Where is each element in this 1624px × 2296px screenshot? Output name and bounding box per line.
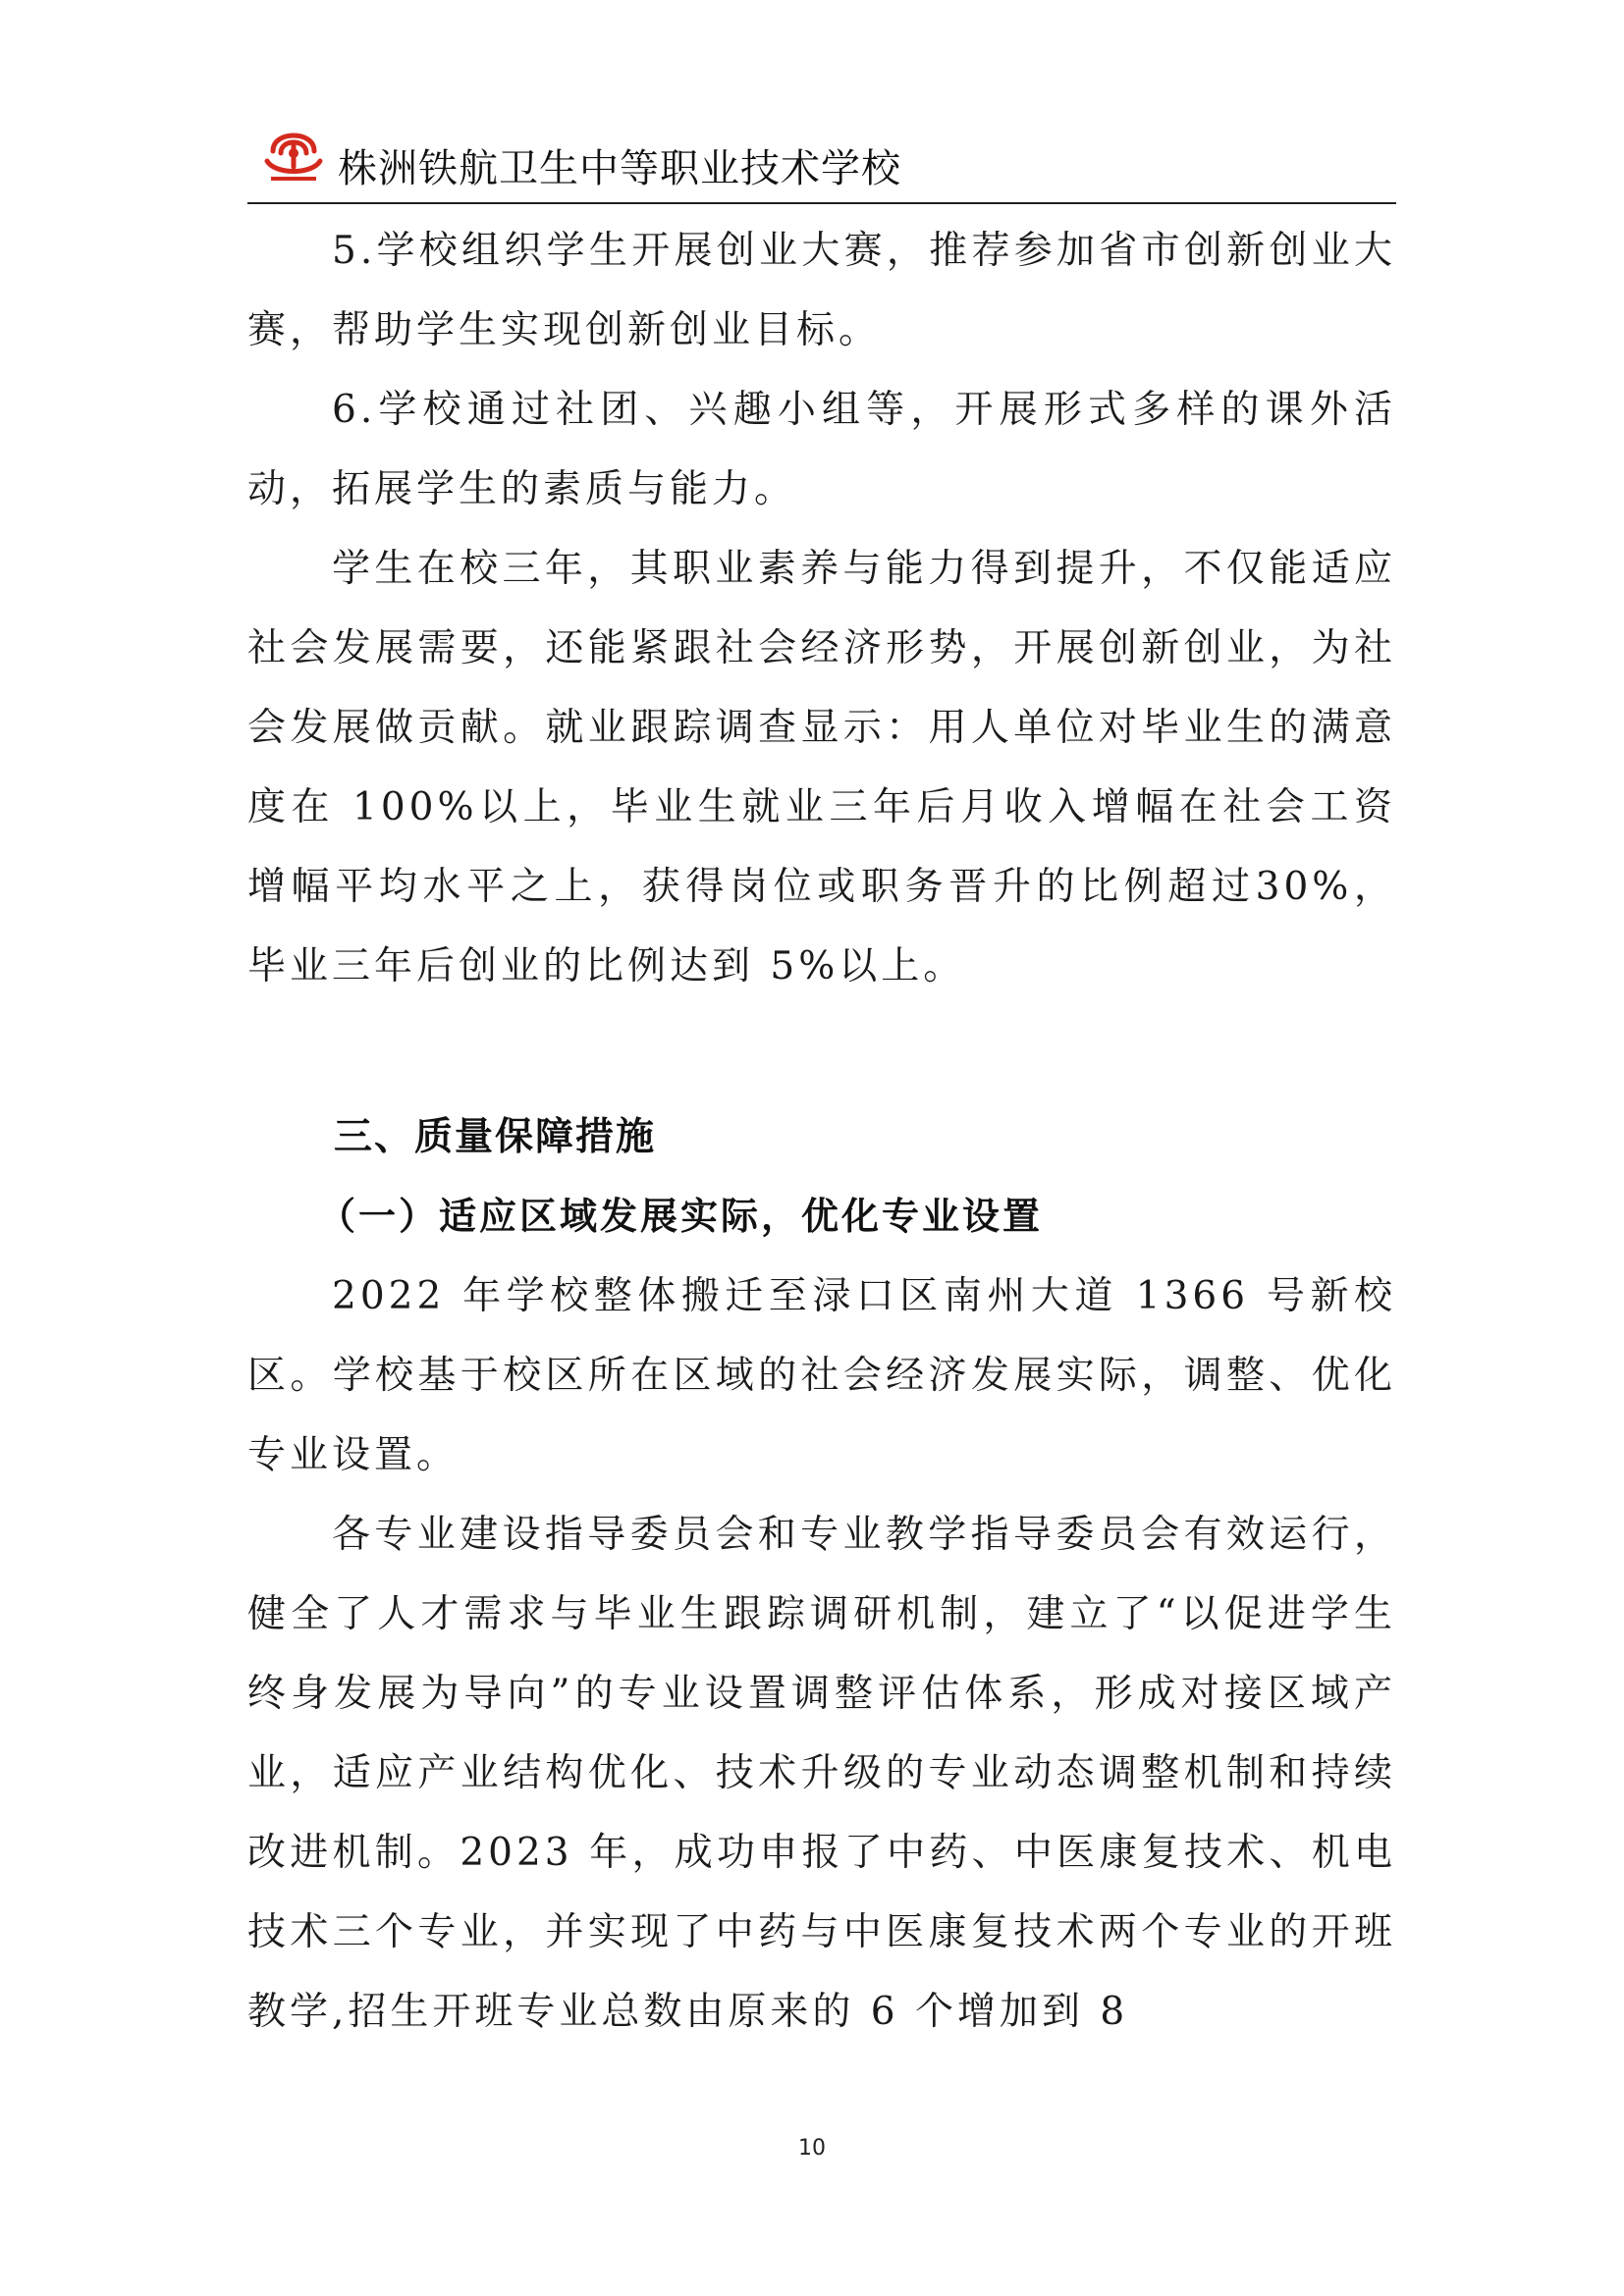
paragraph-item-5: 5.学校组织学生开展创业大赛，推荐参加省市创新创业大赛，帮助学生实现创新创业目标。 bbox=[247, 229, 1396, 352]
school-emblem-icon bbox=[261, 132, 326, 185]
paragraph-item-6: 6.学校通过社团、兴趣小组等，开展形式多样的课外活动，拓展学生的素质与能力。 bbox=[247, 388, 1396, 511]
school-name: 株洲铁航卫生中等职业技术学校 bbox=[338, 146, 901, 191]
document-body bbox=[247, 211, 1396, 2052]
paragraph-committees: 各专业建设指导委员会和专业教学指导委员会有效运行，健全了人才需求与毕业生跟踪调研机制，建立了“以促进学生终身发展为导向”的专业设置调整评估体系，形成对接区域产业，适应产业结构优化、技术升级的专业动态调整机制和持续改进机制。2023 年，成功申报了中药、中医康复技术、机电技术三个专业，并实现了中药与中医康复技术两个专业的开班教学,招生开班专业总数由原来的 6 个增加到 8 bbox=[247, 1513, 1396, 2034]
section-spacer bbox=[247, 1006, 1396, 1097]
paragraph-summary: 学生在校三年，其职业素养与能力得到提升，不仅能适应社会发展需要，还能紧跟社会经济形势，开展创新创业，为社会发展做贡献。就业跟踪调查显示：用人单位对毕业生的满意度在 100%以上，毕业生就业三年后月收入增幅在社会工资增幅平均水平之上，获得岗位或职务晋升的比例超过30%，毕业三年后创业的比例达到 5%以上。 bbox=[247, 547, 1396, 988]
paragraph-campus: 2022 年学校整体搬迁至渌口区南州大道 1366 号新校区。学校基于校区所在区域的社会经济发展实际，调整、优化专业设置。 bbox=[247, 1274, 1396, 1477]
page-number: 10 bbox=[798, 2136, 826, 2161]
section-subheading: （一）适应区域发展实际，优化专业设置 bbox=[318, 1195, 1044, 1238]
section-heading: 三、质量保障措施 bbox=[334, 1115, 657, 1159]
page-header bbox=[247, 130, 1396, 204]
